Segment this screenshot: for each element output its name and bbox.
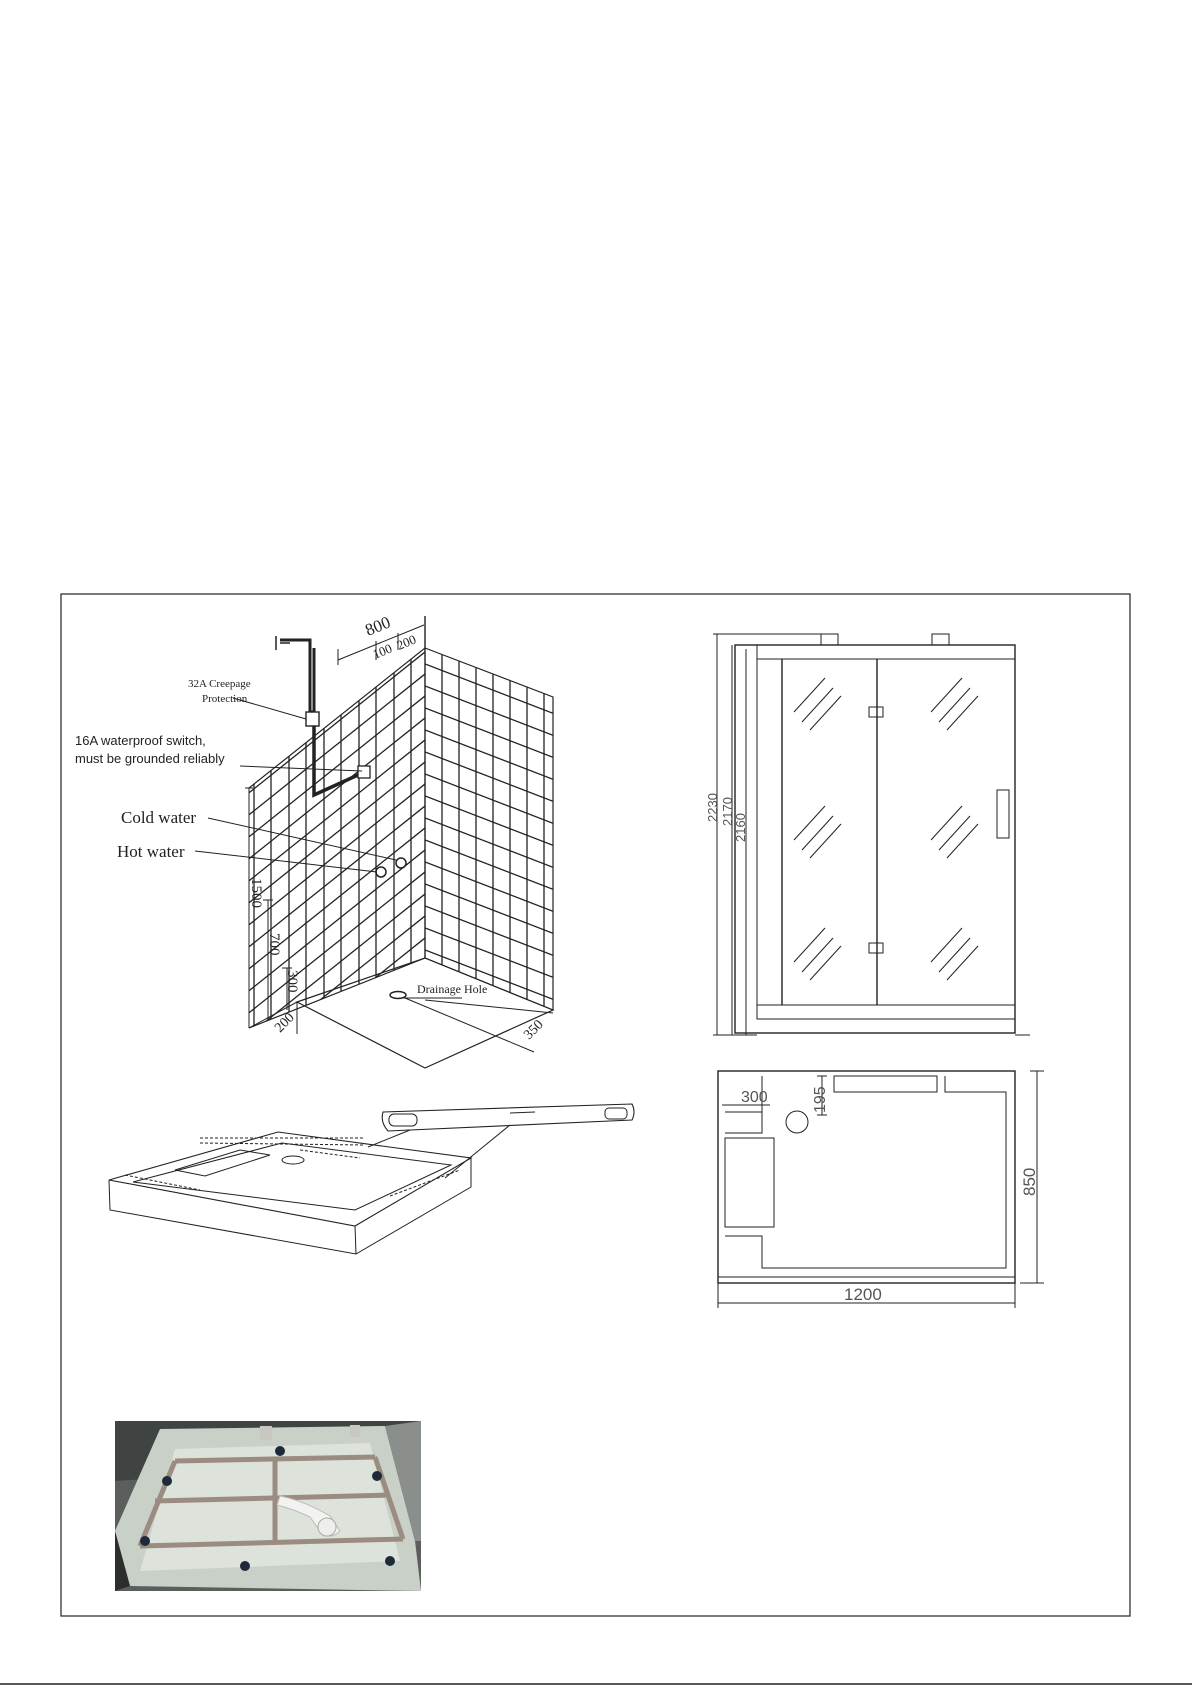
dim-2170: 2170 (720, 797, 735, 826)
dim-100: 100 (370, 640, 395, 662)
tray-photo-drawing (115, 1421, 421, 1591)
plan-view (718, 1071, 1044, 1308)
hot-inlet (376, 867, 386, 877)
label-drainage-hole: Drainage Hole (417, 982, 488, 996)
dim-850: 850 (1020, 1167, 1039, 1196)
dim-1200: 1200 (844, 1285, 882, 1304)
dim-800: 800 (362, 612, 394, 640)
label-creepage-line1: 32A Creepage (188, 678, 251, 690)
tray-frame-photo (115, 1421, 421, 1591)
switch-box (358, 766, 370, 778)
dim-300: 300 (284, 970, 300, 993)
dim-floor-350: 350 (521, 1017, 547, 1043)
dim-200: 200 (394, 631, 419, 653)
cold-inlet (396, 858, 406, 868)
dim-195: 195 (812, 1086, 829, 1113)
label-creepage-line2: Protection (202, 693, 248, 705)
label-cold-water: Cold water (121, 808, 197, 827)
dim-300-plan: 300 (741, 1089, 768, 1106)
front-view (713, 634, 1030, 1035)
dim-1500: 1500 (248, 878, 264, 908)
dim-700: 700 (266, 933, 282, 956)
dim-2230: 2230 (705, 793, 720, 822)
dim-2160: 2160 (733, 813, 748, 842)
label-switch-line2: must be grounded reliably (75, 751, 225, 766)
dim-floor-200: 200 (272, 1010, 298, 1036)
label-hot-water: Hot water (117, 842, 185, 861)
tray-exploded-view (109, 1104, 634, 1254)
left-wall-tiles (240, 640, 430, 1108)
right-wall-tiles (420, 640, 560, 1020)
label-switch-line1: 16A waterproof switch, (75, 733, 206, 748)
